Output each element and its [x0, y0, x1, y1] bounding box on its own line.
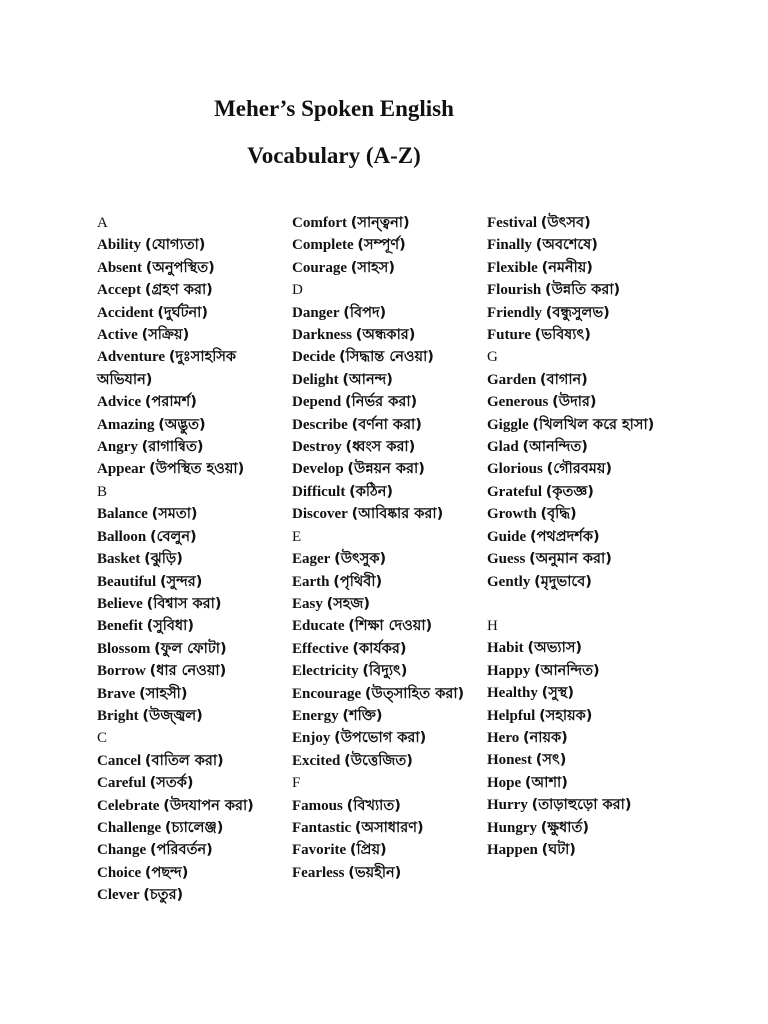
vocabulary-entry [97, 772, 287, 794]
bengali-meaning: (বিখ্যাত) [346, 797, 401, 814]
bengali-meaning: (সিদ্ধান্ত নেওয়া) [339, 349, 434, 366]
english-word: Earth [292, 573, 330, 590]
vocabulary-entry [487, 705, 677, 727]
vocabulary-entry [292, 302, 482, 324]
vocabulary-entry [487, 526, 677, 548]
english-word: Fearless [292, 864, 345, 881]
english-word: Discover [292, 506, 348, 523]
bengali-meaning: (অসাধারণ) [354, 819, 424, 836]
bengali-meaning: (বেলুন) [149, 528, 197, 545]
bengali-meaning: (প্রিয়) [349, 842, 387, 859]
english-word: Growth [487, 506, 537, 523]
english-word: Danger [292, 304, 340, 321]
vocabulary-entry [97, 638, 287, 660]
english-word: Glad [487, 439, 519, 456]
vocabulary-entry [97, 548, 287, 570]
vocabulary-entry [487, 324, 677, 346]
english-word: Accident [97, 304, 154, 321]
vocabulary-entry [487, 817, 677, 839]
vocabulary-entry [487, 772, 677, 794]
vocabulary-entry [292, 436, 482, 458]
bengali-meaning: (অভ্যাস) [527, 640, 583, 657]
vocabulary-entry [487, 794, 677, 816]
bengali-meaning: (শিক্ষা দেওয়া) [348, 618, 433, 635]
english-word: Friendly [487, 304, 542, 321]
bengali-meaning: (ভয়হীন) [348, 864, 402, 881]
bengali-meaning: (সুস্থ) [541, 685, 575, 702]
bengali-meaning: (অনুপস্থিত) [145, 259, 215, 276]
bengali-meaning: (অন্ধকার) [355, 327, 416, 344]
bengali-meaning: (আনন্দিত) [522, 439, 588, 456]
vocabulary-entry [487, 257, 677, 279]
bengali-meaning: (উদার) [552, 394, 597, 411]
english-word: Electricity [292, 663, 359, 680]
english-word: Delight [292, 371, 339, 388]
bengali-meaning: (আবিষ্কার করা) [351, 506, 444, 523]
english-word: Enjoy [292, 730, 331, 747]
vocabulary-entry [292, 862, 482, 884]
bengali-meaning: (দুঃসাহসিক অভিযান) [97, 349, 237, 388]
vocabulary-entry [97, 593, 287, 615]
vocabulary-entry [97, 660, 287, 682]
vocabulary-entry [292, 817, 482, 839]
bengali-meaning: (কৃতজ্ঞ) [545, 483, 594, 500]
bengali-meaning: (সান্ত্বনা) [350, 215, 410, 231]
english-word: Decide [292, 349, 336, 366]
bengali-meaning: (কঠিন) [349, 483, 394, 500]
bengali-meaning: (বিপদ) [343, 304, 387, 321]
english-word: Gently [487, 573, 531, 590]
vocabulary-entry [97, 526, 287, 548]
bengali-meaning: (খিলখিল করে হাসা) [532, 416, 655, 433]
english-word: Balloon [97, 528, 147, 545]
bengali-meaning: (পরিবর্তন) [149, 842, 213, 859]
vocabulary-entry [487, 436, 677, 458]
english-word: Beautiful [97, 573, 157, 590]
english-word: Giggle [487, 416, 529, 433]
english-word: Angry [97, 439, 138, 456]
bengali-meaning: (গৌরবময়) [546, 461, 613, 478]
english-word: Brave [97, 685, 136, 702]
bengali-meaning: (বর্ণনা করা) [351, 416, 422, 433]
bengali-meaning: (যোগ্যতা) [144, 237, 206, 254]
english-word: Develop [292, 461, 344, 478]
bengali-meaning: (রাগান্বিত) [141, 439, 204, 456]
section-letter-heading: H [487, 617, 498, 634]
english-word: Happen [487, 841, 538, 858]
english-word: Happy [487, 662, 531, 679]
bengali-meaning: (উজ্জ্বল) [142, 707, 203, 724]
english-word: Advice [97, 394, 142, 411]
english-word: Excited [292, 752, 341, 769]
english-word: Challenge [97, 819, 162, 836]
vocabulary-entry [487, 571, 677, 593]
english-word: Generous [487, 394, 549, 411]
document-title: Meher’s Spoken English [214, 96, 454, 121]
bengali-meaning: (উৎসুক) [334, 551, 387, 568]
bengali-meaning: (অদ্ভুত) [158, 416, 206, 433]
vocabulary-column-3 [487, 212, 677, 861]
bengali-meaning: (উপস্থিত হওয়া) [149, 461, 245, 478]
vocabulary-entry [292, 750, 482, 772]
bengali-meaning: (নমনীয়) [541, 259, 593, 276]
bengali-meaning: (উন্নতি করা) [544, 282, 621, 299]
bengali-meaning: (ঘটা) [541, 841, 576, 858]
section-letter-heading: F [292, 775, 301, 792]
english-word: Blossom [97, 640, 151, 657]
section-letter-heading: D [292, 282, 303, 299]
vocabulary-entry [97, 436, 287, 458]
vocabulary-entry [97, 795, 287, 817]
english-word: Ability [97, 237, 142, 254]
english-word: Careful [97, 775, 146, 792]
english-word: Benefit [97, 618, 143, 635]
english-word: Bright [97, 707, 139, 724]
bengali-meaning: (বাতিল করা) [144, 752, 224, 769]
vocabulary-entry [97, 234, 287, 256]
vocabulary-entry [487, 637, 677, 659]
english-word: Hero [487, 729, 520, 746]
bengali-meaning: (সহায়ক) [539, 707, 593, 724]
vocabulary-entry [292, 391, 482, 413]
english-word: Destroy [292, 439, 342, 456]
bengali-meaning: (সৎ) [535, 752, 567, 769]
vocabulary-entry [487, 458, 677, 480]
bengali-meaning: (আনন্দ) [342, 371, 393, 388]
bengali-meaning: (পথপ্রদর্শক) [529, 528, 600, 545]
bengali-meaning: (বিশ্বাস করা) [146, 595, 222, 612]
english-word: Believe [97, 595, 143, 612]
vocabulary-entry [97, 683, 287, 705]
english-word: Fantastic [292, 819, 352, 836]
vocabulary-entry [487, 414, 677, 436]
bengali-meaning: (সাহসী) [139, 685, 188, 702]
english-word: Amazing [97, 416, 155, 433]
bengali-meaning: (সতর্ক) [149, 775, 194, 792]
bengali-meaning: (সাহস) [350, 259, 395, 276]
english-word: Easy [292, 595, 323, 612]
english-word: Guess [487, 551, 526, 568]
vocabulary-entry [292, 503, 482, 525]
vocabulary-entry [292, 795, 482, 817]
vocabulary-entry [487, 369, 677, 391]
english-word: Grateful [487, 483, 542, 500]
english-word: Absent [97, 259, 143, 276]
bengali-meaning: (তাড়াহুড়ো করা) [531, 797, 632, 814]
bengali-meaning: (ঝুড়ি) [144, 551, 183, 568]
english-word: Hungry [487, 819, 538, 836]
vocabulary-entry [292, 548, 482, 570]
vocabulary-entry [97, 279, 287, 301]
english-word: Energy [292, 707, 339, 724]
vocabulary-entry [292, 481, 482, 503]
document-subtitle: Vocabulary (A-Z) [247, 143, 421, 168]
vocabulary-entry [487, 391, 677, 413]
bengali-meaning: (নির্ভর করা) [344, 394, 418, 411]
vocabulary-entry [487, 660, 677, 682]
english-word: Describe [292, 416, 348, 433]
vocabulary-entry [97, 817, 287, 839]
english-word: Depend [292, 394, 342, 411]
vocabulary-entry [487, 727, 677, 749]
english-word: Celebrate [97, 797, 160, 814]
vocabulary-entry [487, 302, 677, 324]
vocabulary-entry [292, 705, 482, 727]
english-word: Flexible [487, 259, 538, 276]
vocabulary-entry [487, 481, 677, 503]
vocabulary-entry [487, 234, 677, 256]
english-word: Guide [487, 528, 527, 545]
bengali-meaning: (বিদ্যুৎ) [362, 663, 408, 680]
section-letter-heading: G [487, 349, 498, 366]
english-word: Flourish [487, 282, 542, 299]
bengali-meaning: (ক্ষুধার্ত) [540, 819, 589, 836]
english-word: Healthy [487, 685, 538, 702]
bengali-meaning: (ধার নেওয়া) [149, 663, 227, 680]
vocabulary-entry [97, 862, 287, 884]
bengali-meaning: (উৎসব) [540, 215, 591, 231]
vocabulary-entry [487, 839, 677, 861]
vocabulary-entry [487, 212, 677, 234]
english-word: Basket [97, 551, 141, 568]
bengali-meaning: (আশা) [524, 774, 568, 791]
bengali-meaning: (নায়ক) [522, 729, 568, 746]
bengali-meaning: (সমতা) [151, 506, 198, 523]
bengali-meaning: (সক্রিয়) [141, 327, 190, 344]
vocabulary-entry [292, 615, 482, 637]
english-word: Balance [97, 506, 148, 523]
bengali-meaning: (সহজ) [326, 595, 371, 612]
vocabulary-entry [487, 548, 677, 570]
bengali-meaning: (সুবিধা) [146, 618, 194, 635]
vocabulary-entry [97, 391, 287, 413]
vocabulary-entry [487, 279, 677, 301]
bengali-meaning: (মৃদুভাবে) [534, 573, 592, 590]
english-word: Helpful [487, 707, 536, 724]
english-word: Eager [292, 551, 331, 568]
english-word: Encourage [292, 685, 362, 702]
section-letter-heading: C [97, 730, 108, 747]
english-word: Finally [487, 237, 533, 254]
vocabulary-entry [292, 638, 482, 660]
section-letter-heading: E [292, 528, 302, 545]
bengali-meaning: (পছন্দ) [144, 864, 189, 881]
vocabulary-entry [97, 414, 287, 436]
english-word: Adventure [97, 349, 166, 366]
vocabulary-entry [292, 257, 482, 279]
bengali-meaning: (চ্যালেঞ্জ) [164, 819, 224, 836]
english-word: Difficult [292, 483, 346, 500]
bengali-meaning: (দুর্ঘটনা) [157, 304, 208, 321]
vocabulary-entry [97, 346, 287, 391]
vocabulary-column-1 [97, 212, 287, 907]
bengali-meaning: (উত্সাহিত করা) [364, 685, 465, 702]
bengali-meaning: (অবশেষে) [535, 237, 598, 254]
bengali-meaning: (পৃথিবী) [333, 573, 383, 590]
vocabulary-entry [97, 705, 287, 727]
bengali-meaning: (ফুল ফোটা) [154, 640, 227, 657]
english-word: Future [487, 327, 531, 344]
vocabulary-entry [292, 683, 482, 705]
bengali-meaning: (অনুমান করা) [529, 551, 612, 568]
bengali-meaning: (পরামর্শ) [144, 394, 197, 411]
vocabulary-entry [292, 234, 482, 256]
english-word: Honest [487, 752, 532, 769]
bengali-meaning: (গ্রহণ করা) [144, 282, 213, 299]
english-word: Change [97, 842, 147, 859]
english-word: Festival [487, 215, 537, 231]
vocabulary-entry [97, 458, 287, 480]
section-letter-heading: B [97, 483, 108, 500]
english-word: Clever [97, 887, 140, 904]
english-word: Effective [292, 640, 349, 657]
bengali-meaning: (সম্পূর্ণ) [357, 237, 406, 254]
english-word: Accept [97, 282, 142, 299]
english-word: Active [97, 327, 138, 344]
english-word: Appear [97, 461, 146, 478]
english-word: Famous [292, 797, 343, 814]
bengali-meaning: (উপভোগ করা) [334, 730, 427, 747]
bengali-meaning: (বন্ধুসুলভ) [545, 304, 610, 321]
vocabulary-entry [292, 593, 482, 615]
vocabulary-entry [97, 615, 287, 637]
vocabulary-entry [292, 369, 482, 391]
english-word: Hope [487, 774, 522, 791]
english-word: Hurry [487, 797, 528, 814]
vocabulary-entry [292, 660, 482, 682]
vocabulary-entry [487, 503, 677, 525]
vocabulary-entry [97, 571, 287, 593]
vocabulary-entry [487, 749, 677, 771]
vocabulary-entry [487, 682, 677, 704]
vocabulary-entry [97, 324, 287, 346]
bengali-meaning: (বৃদ্ধি) [540, 506, 577, 523]
bengali-meaning: (চতুর) [143, 887, 184, 904]
english-word: Garden [487, 371, 537, 388]
bengali-meaning: (ধ্বংস করা) [345, 439, 416, 456]
bengali-meaning: (উদযাপন করা) [163, 797, 254, 814]
english-word: Educate [292, 618, 345, 635]
english-word: Cancel [97, 752, 142, 769]
vocabulary-entry [292, 571, 482, 593]
vocabulary-entry [97, 839, 287, 861]
english-word: Favorite [292, 842, 347, 859]
bengali-meaning: (ভবিষ্যৎ) [534, 327, 591, 344]
vocabulary-entry [292, 324, 482, 346]
vocabulary-entry [97, 257, 287, 279]
vocabulary-entry [292, 727, 482, 749]
bengali-meaning: (আনন্দিত) [534, 662, 600, 679]
vocabulary-entry [292, 839, 482, 861]
bengali-meaning: (বাগান) [539, 371, 588, 388]
vocabulary-entry [292, 414, 482, 436]
english-word: Complete [292, 237, 354, 254]
section-spacer [487, 593, 677, 615]
english-word: Choice [97, 864, 142, 881]
vocabulary-entry [97, 884, 287, 906]
section-letter-heading: A [97, 215, 108, 231]
english-word: Darkness [292, 327, 353, 344]
bengali-meaning: (কার্যকর) [352, 640, 407, 657]
vocabulary-entry [292, 212, 482, 234]
vocabulary-entry [292, 458, 482, 480]
vocabulary-entry [97, 750, 287, 772]
vocabulary-entry [97, 302, 287, 324]
bengali-meaning: (উত্তেজিত) [344, 752, 413, 769]
vocabulary-entry [292, 346, 482, 368]
vocabulary-column-2 [292, 212, 482, 884]
english-word: Borrow [97, 663, 146, 680]
english-word: Habit [487, 640, 524, 657]
bengali-meaning: (উন্নয়ন করা) [347, 461, 425, 478]
bengali-meaning: (সুন্দর) [159, 573, 203, 590]
english-word: Glorious [487, 461, 543, 478]
bengali-meaning: (শক্তি) [342, 707, 383, 724]
english-word: Courage [292, 259, 347, 276]
vocabulary-entry [97, 503, 287, 525]
english-word: Comfort [292, 215, 347, 231]
